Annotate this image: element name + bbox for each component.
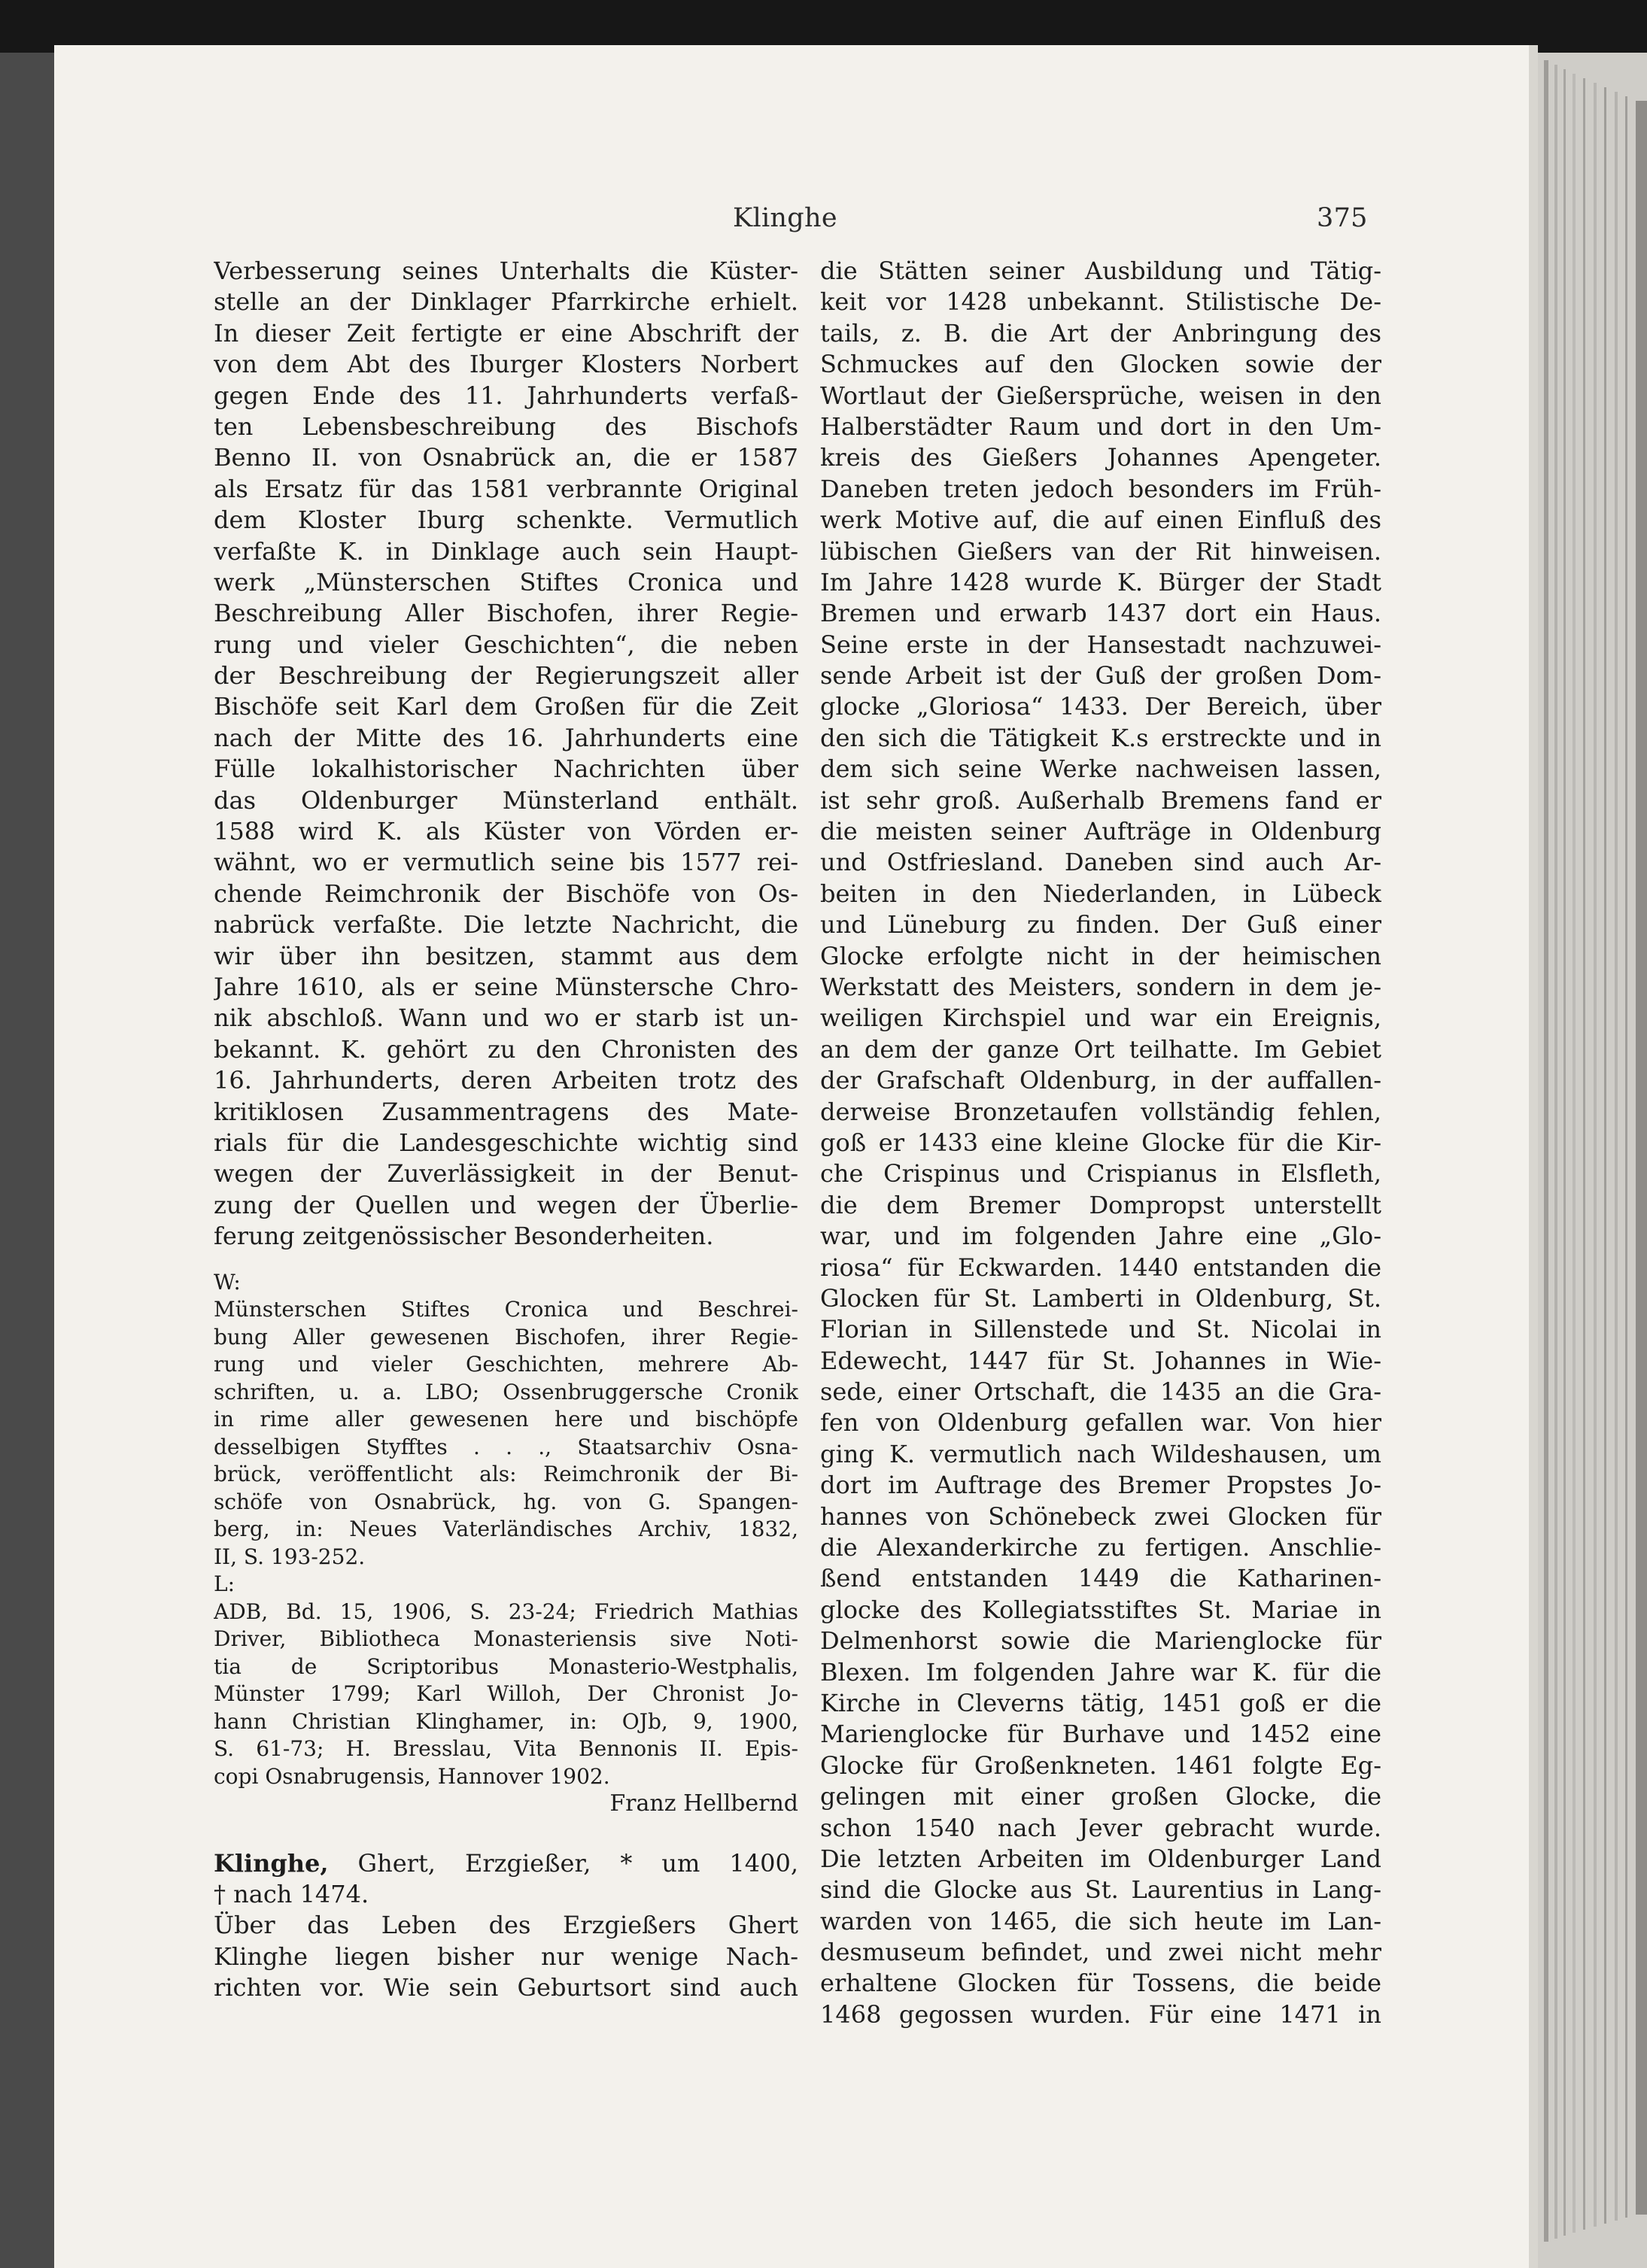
works-label: W: [214, 1269, 241, 1295]
klinghe-entry [214, 1848, 798, 2004]
text-line: chende Reimchronik der Bischöfe von Os- [214, 879, 798, 908]
text-line: rials für die Landesgeschichte wichtig sind [214, 1128, 798, 1157]
works-line: rung und vieler Geschichten, mehrere Ab- [214, 1352, 798, 1377]
text-line: Werkstatt des Meisters, sondern in dem je- [820, 972, 1381, 1001]
text-line: Seine erste in der Hansestadt nachzuwei- [820, 630, 1381, 659]
text-line: erhaltene Glocken für Tossens, die beide [820, 1969, 1381, 1998]
works-line: berg, in: Neues Vaterländisches Archiv, 1832, [214, 1517, 798, 1541]
text-line: 1588 wird K. als Küster von Vörden er- [214, 817, 798, 846]
text-line: In dieser Zeit fertigte er eine Abschrift der [214, 318, 798, 348]
left-text-column [214, 256, 798, 2016]
literature-line: ADB, Bd. 15, 1906, S. 23-24; Friedrich Mathias [214, 1599, 798, 1624]
text-line: Schmuckes auf den Glocken sowie der [820, 350, 1381, 379]
works-section [214, 1269, 798, 1571]
text-line: fen von Oldenburg gefallen war. Von hier [820, 1408, 1381, 1438]
text-line: warden von 1465, die sich heute im Lan- [820, 1906, 1381, 1936]
text-line: Klinghe liegen bisher nur wenige Nach- [214, 1942, 798, 1971]
text-line: den sich die Tätigkeit K.s erstreckte und in [820, 723, 1381, 752]
text-line: die dem Bremer Dompropst unterstellt [820, 1190, 1381, 1219]
text-line: Beschreibung Aller Bischofen, ihrer Regie- [214, 599, 798, 628]
text-line: che Crispinus und Crispianus in Elsfleth, [820, 1159, 1381, 1189]
text-line: sende Arbeit ist der Guß der großen Dom- [820, 661, 1381, 691]
text-line: wähnt, wo er vermutlich seine bis 1577 rei- [214, 848, 798, 877]
literature-line: Münster 1799; Karl Willoh, Der Chronist Jo- [214, 1681, 798, 1706]
literature-label: L: [214, 1571, 236, 1596]
entry-heading-rest: Ghert, Erzgießer, * um 1400, [328, 1848, 798, 1878]
text-line: Blexen. Im folgenden Jahre war K. für die [820, 1657, 1381, 1687]
text-line: gegen Ende des 11. Jahrhunderts verfaß- [214, 381, 798, 410]
literature-line: hann Christian Klinghamer, in: OJb, 9, 1900, [214, 1708, 798, 1734]
text-line: Wortlaut der Gießersprüche, weisen in den [820, 381, 1381, 410]
page-edge-stack [1538, 53, 1647, 2268]
works-line: Münsterschen Stiftes Cronica und Beschrei- [214, 1297, 798, 1322]
works-line: II, S. 193-252. [214, 1544, 366, 1569]
text-line: bekannt. K. gehört zu den Chronisten des [214, 1034, 798, 1064]
text-line: und Ostfriesland. Daneben sind auch Ar- [820, 848, 1381, 877]
text-line: das Oldenburger Münsterland enthält. [214, 785, 798, 815]
text-line: dem sich seine Werke nachweisen lassen, [820, 754, 1381, 784]
page-number: 375 [1317, 203, 1368, 233]
text-line: gelingen mit einer großen Glocke, die [820, 1782, 1381, 1811]
text-line: riosa“ für Eckwarden. 1440 entstanden die [820, 1252, 1381, 1282]
text-line: Im Jahre 1428 wurde K. Bürger der Stadt [820, 567, 1381, 597]
works-line: schriften, u. a. LBO; Ossenbruggersche Cronik [214, 1379, 798, 1404]
text-line: tails, z. B. die Art der Anbringung des [820, 318, 1381, 348]
text-line: derweise Bronzetaufen vollständig fehlen, [820, 1097, 1381, 1126]
text-line: ten Lebensbeschreibung des Bischofs [214, 411, 798, 441]
text-line: sind die Glocke aus St. Laurentius in Lang- [820, 1875, 1381, 1905]
text-line: Verbesserung seines Unterhalts die Küster- [214, 257, 798, 285]
text-line: ging K. vermutlich nach Wildeshausen, um [820, 1439, 1381, 1468]
text-line: der Grafschaft Oldenburg, in der auffallen- [820, 1066, 1381, 1095]
entry-dates: † nach 1474. [214, 1879, 369, 1908]
entry-heading-line [214, 1848, 798, 1879]
text-line: nach der Mitte des 16. Jahrhunderts eine [214, 723, 798, 752]
text-line: Glocke für Großenkneten. 1461 folgte Eg- [820, 1750, 1381, 1780]
text-line: rung und vieler Geschichten“, die neben [214, 630, 798, 659]
text-line: Über das Leben des Erzgießers Ghert [214, 1911, 798, 1940]
text-line: dort im Auftrage des Bremer Propstes Jo- [820, 1471, 1381, 1500]
text-line: Bischöfe seit Karl dem Großen für die Zeit [214, 692, 798, 721]
text-line: goß er 1433 eine kleine Glocke für die Kir- [820, 1128, 1381, 1157]
text-line: keit vor 1428 unbekannt. Stilistische De- [820, 287, 1381, 317]
text-line: 16. Jahrhunderts, deren Arbeiten trotz des [214, 1066, 798, 1095]
text-line: lübischen Gießers van der Rit hinweisen. [820, 536, 1381, 566]
works-line: bung Aller gewesenen Bischofen, ihrer Regie- [214, 1324, 798, 1350]
works-line: brück, veröffentlicht als: Reimchronik der Bi- [214, 1462, 798, 1486]
text-line: sede, einer Ortschaft, die 1435 an die Gra- [820, 1377, 1381, 1407]
text-line: kreis des Gießers Johannes Apengeter. [820, 443, 1381, 472]
literature-line: S. 61-73; H. Bresslau, Vita Bennonis II. Epis- [214, 1736, 798, 1761]
text-line: glocke „Gloriosa“ 1433. Der Bereich, über [820, 692, 1381, 721]
text-line: verfaßte K. in Dinklage auch sein Haupt- [214, 536, 798, 566]
entry-headword: Klinghe, [214, 1848, 329, 1878]
text-line: 1468 gegossen wurden. Für eine 1471 in [820, 1999, 1381, 2029]
text-line: wegen der Zuverlässigkeit in der Benut- [214, 1159, 798, 1189]
text-line: dem Kloster Iburg schenkte. Vermutlich [214, 506, 798, 535]
text-line: Marienglocke für Burhave und 1452 eine [820, 1720, 1381, 1749]
page-fold-shadow [1529, 45, 1538, 2268]
text-line: der Beschreibung der Regierungszeit aller [214, 661, 798, 691]
text-line: von dem Abt des Iburger Klosters Norbert [214, 350, 798, 379]
text-line: werk Motive auf, die auf einen Einfluß des [820, 506, 1381, 535]
left-facing-page-edge [0, 53, 54, 2268]
text-line: kritiklosen Zusammentragens des Mate- [214, 1097, 798, 1126]
text-line: nabrück verfaßte. Die letzte Nachricht, die [214, 910, 798, 940]
text-line: Florian in Sillenstede und St. Nicolai in [820, 1315, 1381, 1344]
text-line: ist sehr groß. Außerhalb Bremens fand er [820, 785, 1381, 815]
text-line: Kirche in Cleverns tätig, 1451 goß er die [820, 1688, 1381, 1717]
text-line: zung der Quellen und wegen der Überlie- [214, 1190, 798, 1219]
article-author: Franz Hellbernd [609, 1790, 798, 1817]
text-line: und Lüneburg zu finden. Der Guß einer [820, 910, 1381, 940]
text-line: Bremen und erwarb 1437 dort ein Haus. [820, 599, 1381, 628]
text-line: nik abschloß. Wann und wo er starb ist un- [214, 1003, 798, 1033]
text-line: richten vor. Wie sein Geburtsort sind auch [214, 1973, 798, 2002]
literature-line: Driver, Bibliotheca Monasteriensis sive Noti- [214, 1626, 798, 1651]
running-head: Klinghe [733, 203, 837, 233]
text-line: war, und im folgenden Jahre eine „Glo- [820, 1222, 1381, 1251]
text-line: die Alexanderkirche zu fertigen. Anschlie- [820, 1533, 1381, 1562]
text-line: glocke des Kollegiatsstiftes St. Mariae in [820, 1595, 1381, 1624]
text-line: Glocke erfolgte nicht in der heimischen [820, 941, 1381, 970]
right-text-column [820, 256, 1381, 2029]
text-line: hannes von Schönebeck zwei Glocken für [820, 1501, 1381, 1531]
text-line: an dem der ganze Ort teilhatte. Im Gebiet [820, 1034, 1381, 1064]
works-line: schöfe von Osnabrück, hg. von G. Spangen- [214, 1489, 798, 1514]
text-line: als Ersatz für das 1581 verbrannte Original [214, 474, 798, 503]
text-line: Edewecht, 1447 für St. Johannes in Wie- [820, 1346, 1381, 1375]
text-line: Halberstädter Raum und dort in den Um- [820, 411, 1381, 441]
literature-section [214, 1571, 798, 1818]
works-line: in rime aller gewesenen here und bischöpfe [214, 1407, 798, 1432]
literature-line: tia de Scriptoribus Monasterio-Westphalis, [214, 1653, 798, 1679]
text-line: die meisten seiner Aufträge in Oldenburg [820, 817, 1381, 846]
literature-line: copi Osnabrugensis, Hannover 1902. [214, 1763, 610, 1789]
text-line: ßend entstanden 1449 die Katharinen- [820, 1564, 1381, 1593]
text-line: Die letzten Arbeiten im Oldenburger Land [820, 1844, 1381, 1873]
text-line: Glocken für St. Lamberti in Oldenburg, St. [820, 1283, 1381, 1313]
biography-continuation [214, 256, 798, 1252]
works-line: desselbigen Styfftes . . ., Staatsarchiv Osna- [214, 1434, 798, 1459]
text-line: beiten in den Niederlanden, in Lübeck [820, 879, 1381, 908]
text-line: desmuseum befindet, und zwei nicht mehr [820, 1938, 1381, 1967]
text-line: schon 1540 nach Jever gebracht wurde. [820, 1813, 1381, 1842]
text-line: Jahre 1610, als er seine Münstersche Chro- [214, 972, 798, 1001]
text-line: stelle an der Dinklager Pfarrkirche erhielt. [214, 287, 798, 317]
text-line: Delmenhorst sowie die Marienglocke für [820, 1626, 1381, 1656]
text-line: wir über ihn besitzen, stammt aus dem [214, 941, 798, 970]
text-line: werk „Münsterschen Stiftes Cronica und [214, 567, 798, 597]
text-line: ferung zeitgenössischer Besonderheiten. [214, 1222, 714, 1251]
text-line: weiligen Kirchspiel und war ein Ereignis, [820, 1003, 1381, 1033]
text-line: die Stätten seiner Ausbildung und Tätig- [820, 257, 1381, 285]
text-line: Fülle lokalhistorischer Nachrichten über [214, 754, 798, 784]
text-line: Daneben treten jedoch besonders im Früh- [820, 474, 1381, 503]
text-line: Benno II. von Osnabrück an, die er 1587 [214, 443, 798, 472]
